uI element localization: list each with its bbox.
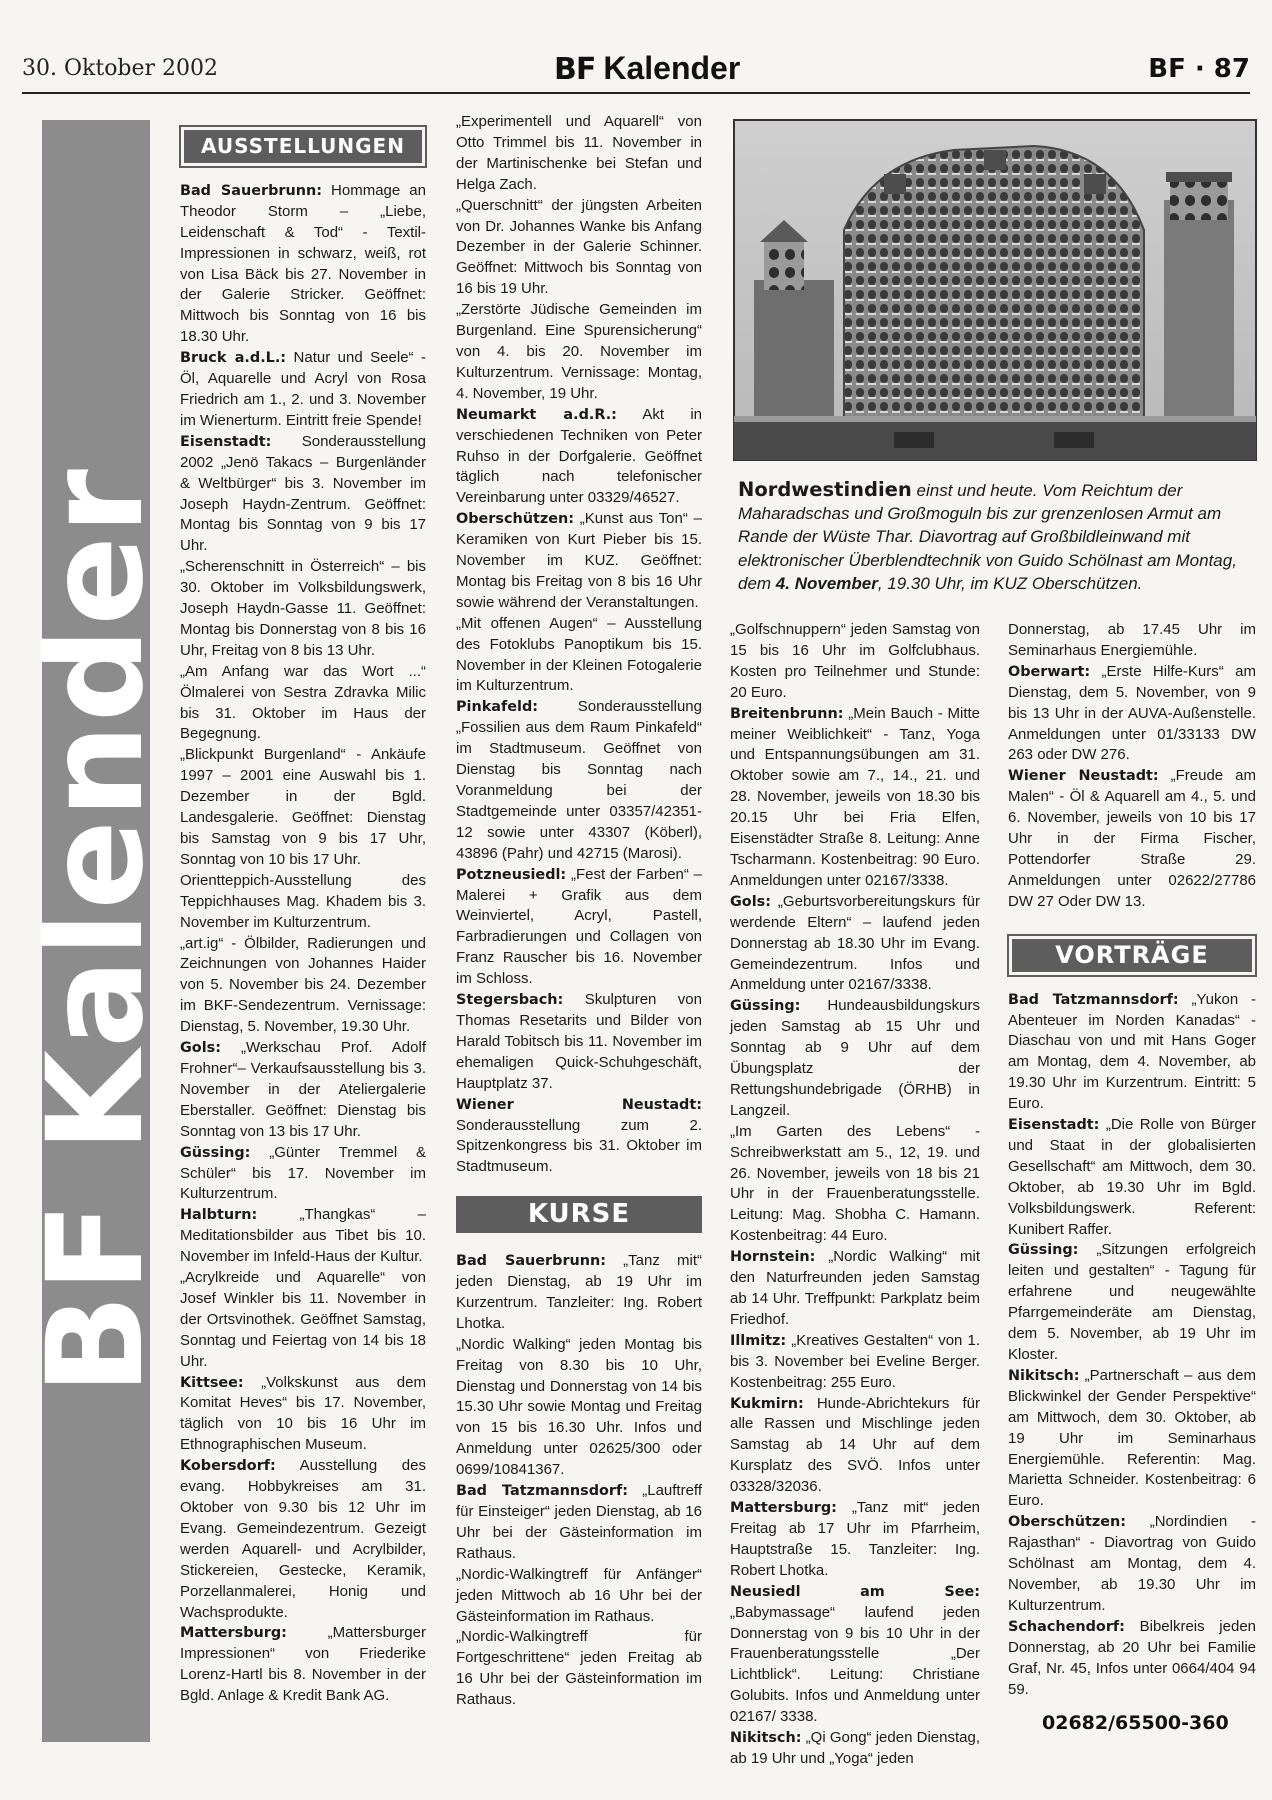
entry-text: „Scherenschnitt in Österreich“ – bis 30. Oktober im Volksbildungswerk, Joseph Haydn-Gasse 11. Geöffnet: Montag bis Donnerstag von 8 bis 16 Uhr, Freitag von 8 bis 13 Uhr. <box>180 558 426 659</box>
entry-place: Nikitsch: <box>1008 1367 1080 1384</box>
entry-text: „Mattersburger Impressionen“ von Friederike Lorenz-Hartl bis 8. November in der Bgld. Anlage & Kredit Bank AG. <box>180 1624 426 1705</box>
calendar-entry <box>1008 1617 1256 1701</box>
entry-place: Bad Sauerbrunn: <box>456 1253 607 1270</box>
entry-text: Akt in verschiedenen Techniken von Peter Ruhso in der Dorfgalerie. Geöffnet täglich nach telefonischer Vereinbarung unter 03329/46527. <box>456 405 703 507</box>
entry-text: Sonderausstellung 2002 „Jenö Takacs – Burgenländer & Weltbürger“ bis 3. November im Joseph Haydn-Zentrum. Geöffnet: Montag bis Sonntag von 9 bis 17 Uhr. <box>180 432 426 555</box>
entry-place: Nikitsch: <box>730 1730 802 1747</box>
calendar-entry <box>730 1582 980 1728</box>
entry-text: „Golfschnuppern“ jeden Samstag von 15 bis 16 Uhr im Golfclubhaus. Kosten pro Teilnehmer und Stunde: 20 Euro. <box>730 621 980 701</box>
entry-place: Bad Tatzmannsdorf: <box>1008 991 1179 1008</box>
entry-text: „Nordic-Walkingtreff für Fortgeschrittene“ jeden Freitag ab 16 Uhr bei der Gästeinformation im Rathaus. <box>456 1628 702 1709</box>
entry-text: „Sitzungen erfolgreich leiten und gestalten“ - Tagung für erfahrene und neugewählte Pfarrgemeinderäte am Dienstag, dem 5. November, ab 19 Uhr im Kloster. <box>1008 1241 1256 1363</box>
entry-text: „Nordic Walking“ mit den Naturfreunden jeden Samstag ab 14 Uhr. Treffpunkt: Parkplatz beim Friedhof. <box>730 1248 980 1328</box>
calendar-entry <box>1008 1115 1256 1240</box>
entry-text: Ausstellung des evang. Hobbykreises am 31. Oktober von 9.30 bis 12 Uhr im Evang. Gemeindezentrum. Gezeigt werden Aquarell- und Acrylbilder, Stickereien, Gestecke, Keramik, Porzellanmalerei, Honig und Wachsprodukte. <box>180 1457 426 1621</box>
entry-text: „Günter Tremmel & Schüler“ bis 17. November im Kulturzentrum. <box>180 1143 426 1203</box>
masthead-title: Kalender <box>603 50 741 86</box>
entry-text: Donnerstag, ab 17.45 Uhr im Seminarhaus Energiemühle. <box>1008 621 1256 659</box>
entry-text: „Kunst aus Ton“ – Keramiken von Kurt Pieber bis 15. November im KUZ. Geöffnet: Montag bis Freitag von 8 bis 16 Uhr sowie während der Veranstaltungen. <box>456 510 702 611</box>
entry-place: Wiener Neustadt: <box>456 1096 702 1113</box>
column-3 <box>730 620 980 1770</box>
calendar-entry <box>456 1335 702 1481</box>
entry-text: Natur und Seele“ - Öl, Aquarelle und Acryl von Rosa Friedrich am 1., 2. und 3. November im Wienerturm. Eintritt freie Spende! <box>180 349 426 429</box>
entry-text: „Experimentell und Aquarell“ von Otto Trimmel bis 11. November in der Martinischenke bei Stefan und Helga Zach. <box>456 113 702 193</box>
calendar-entry <box>180 745 426 870</box>
calendar-entry <box>180 1456 426 1623</box>
entry-text: „Partnerschaft – aus dem Blickwinkel der Gender Perspektive“ am Mittwoch, dem 30. Oktober, ab 19 Uhr im Seminarhaus Energiemühle. Referentin: Mag. Marietta Schneider. Kostenbeitrag: 6 Euro. <box>1008 1366 1256 1510</box>
entry-text: „Thangkas“ – Meditationsbilder aus Tibet bis 10. November im Infeld-Haus der Kultur. <box>180 1206 426 1266</box>
calendar-entry <box>730 996 980 1121</box>
entry-place: Oberschützen: <box>456 511 574 528</box>
entry-place: Güssing: <box>180 1144 251 1161</box>
entry-text: Orientteppich-Ausstellung des Teppichhauses Mag. Khadem bis 3. November im Kulturzentrum. <box>180 871 426 931</box>
calendar-entry <box>456 614 702 698</box>
section-header-ausstellungen: AUSSTELLUNGEN <box>184 130 422 163</box>
calendar-entry <box>456 990 702 1095</box>
column-2 <box>456 112 702 1711</box>
calendar-entry <box>180 557 426 662</box>
calendar-entry <box>730 1331 980 1394</box>
entry-place: Bad Tatzmannsdorf: <box>456 1483 629 1500</box>
column-1 <box>180 122 426 1707</box>
calendar-entry <box>456 112 702 196</box>
entry-text: „Zerstörte Jüdische Gemeinden im Burgenland. Eine Spurensicherung“ von 4. bis 20. November im Kulturzentrum. Vernissage: Montag, 4. November, 19 Uhr. <box>456 301 702 402</box>
entry-text: „Geburtsvorbereitungskurs für werdende Eltern“ – laufend jeden Donnerstag ab 18.30 Uhr im Evang. Gemeindezentrum. Infos und Anmeldung unter 02167/3338. <box>730 892 980 994</box>
entry-text: „Fest der Farben“ – Malerei + Grafik aus dem Weinviertel, Acryl, Pastell, Farbradierungen und Collagen von Franz Rauscher bis 16. November im Schloss. <box>456 865 702 988</box>
calendar-entry <box>180 1268 426 1373</box>
entry-text: „Nordic-Walkingtreff für Anfänger“ jeden Mittwoch ab 16 Uhr bei der Gästeinformation im Rathaus. <box>456 1565 702 1625</box>
page-number: BF · 87 <box>1148 54 1250 84</box>
masthead <box>554 50 740 87</box>
entry-text: „Werkschau Prof. Adolf Frohner“– Verkaufsausstellung bis 3. November in der Ateliergalerie Eberstaller. Geöffnet: Dienstag bis Sonntag von 13 bis 17 Uhr. <box>180 1039 426 1140</box>
entry-text: „Im Garten des Lebens“ - Schreibwerkstatt am 5., 12, 19. und 26. November, jeweils von 18 bis 21 Uhr in der Frauenberatungsstelle. Leitung: Mag. Shobha C. Hamann. Kostenbeitrag: 44 Euro. <box>730 1122 980 1245</box>
calendar-entry <box>730 1728 980 1770</box>
entry-text: „Mit offenen Augen“ – Ausstellung des Fotoklubs Panoptikum bis 15. November in der Kleinen Fotogalerie im Kulturzentrum. <box>456 614 702 695</box>
entry-text: „Tanz mit“ jeden Freitag ab 17 Uhr im Pfarrheim, Hauptstraße 15. Tanzleiter: Ing. Robert Lhotka. <box>730 1499 980 1579</box>
entry-place: Eisenstadt: <box>1008 1117 1100 1134</box>
calendar-entry <box>456 1565 702 1628</box>
entry-text: Hundeausbildungskurs jeden Samstag ab 15 Uhr und Sonntag ab 9 Uhr auf dem Übungsplatz der Rettungshundebrigade (ÖRHB) in Langzeil. <box>730 997 980 1119</box>
entry-place: Schachendorf: <box>1008 1618 1125 1635</box>
entry-place: Gols: <box>180 1040 221 1057</box>
entry-list <box>180 181 426 1707</box>
entry-text: „Querschnitt“ der jüngsten Arbeiten von Dr. Johannes Wanke bis Anfang Dezember in der Galerie Schinner. Geöffnet: Mittwoch bis Sonntag von 16 bis 19 Uhr. <box>456 196 702 298</box>
entry-text: „Nordic Walking“ jeden Montag bis Freitag von 8.30 bis 10 Uhr, Dienstag und Donnerstag von 14 bis 15.30 Uhr sowie Montag und Freitag von 15 bis 16.30 Uhr. Infos und Anmeldung unter 02625/300 oder 0699/10841367. <box>456 1335 702 1479</box>
calendar-entry <box>456 196 702 301</box>
calendar-entry <box>180 1143 426 1206</box>
entry-text: Bibelkreis jeden Donnerstag, ab 20 Uhr bei Familie Graf, Nr. 45, Infos unter 0664/404 94 59. <box>1008 1617 1256 1698</box>
contact-phone: 02682/65500-360 <box>1042 1712 1229 1734</box>
entry-text: „art.ig“ - Ölbilder, Radierungen und Zeichnungen von Johannes Haider von 5. November bis 24. Dezember im BKF-Sendezentrum. Vernissage: Dienstag, 5. November, 19.30 Uhr. <box>180 934 426 1036</box>
caption-title: Nordwestindien <box>738 478 912 501</box>
entry-text: Sonderausstellung zum 2. Spitzenkongress bis 31. Oktober im Stadtmuseum. <box>456 1116 702 1176</box>
entry-place: Kukmirn: <box>730 1395 804 1412</box>
calendar-entry <box>1008 990 1256 1115</box>
photo-caption <box>738 478 1254 595</box>
calendar-entry <box>180 1205 426 1268</box>
calendar-entry <box>730 1122 980 1247</box>
entry-place: Breitenbrunn: <box>730 705 844 722</box>
calendar-entry <box>180 348 426 432</box>
entry-place: Güssing: <box>1008 1242 1079 1259</box>
entry-place: Potzneusiedl: <box>456 866 567 883</box>
entry-text: „Freude am Malen“ - Öl & Aquarell am 4., 5. und 6. November, jeweils von 10 bis 17 Uhr in der Firma Fischer, Pottendorfer Straße 29. Anmeldungen unter 02622/27786 DW 27 Oder DW 13. <box>1008 767 1256 910</box>
entry-place: Neusiedl am See: <box>730 1583 980 1600</box>
entry-place: Wiener Neustadt: <box>1008 768 1159 785</box>
entry-list <box>1008 990 1256 1701</box>
entry-place: Eisenstadt: <box>180 433 272 450</box>
entry-place: Pinkafeld: <box>456 699 539 716</box>
entry-text: Sonderausstellung „Fossilien aus dem Raum Pinkafeld“ im Stadtmuseum. Geöffnet von Dienstag bis Sonntag nach Voranmeldung bei der Stadtgemeinde unter 03357/42351-12 sowie unter 43307 (Köberl), 43896 (Pahr) und 42715 (Marosi). <box>456 698 702 862</box>
hawa-mahal-photo <box>734 120 1256 460</box>
calendar-entry <box>1008 766 1256 912</box>
caption-date: 4. November <box>775 573 878 593</box>
entry-list <box>456 112 702 1178</box>
entry-place: Hornstein: <box>730 1249 816 1266</box>
entry-text: „Kreatives Gestalten“ von 1. bis 3. November bei Eveline Berger. Kostenbeitrag: 255 Euro. <box>730 1331 980 1391</box>
calendar-entry <box>730 892 980 997</box>
entry-text: „Qi Gong“ jeden Dienstag, ab 19 Uhr und „Yoga“ jeden <box>730 1729 980 1767</box>
entry-text: Hommage an Theodor Storm – „Liebe, Leidenschaft & Tod“ - Textil-Impressionen in schwarz, weiß, rot von Lisa Bäck bis 27. November in der Galerie Stricker. Geöffnet: Mittwoch bis Sonntag von 16 bis 18.30 Uhr. <box>180 181 426 346</box>
entry-place: Mattersburg: <box>180 1625 287 1642</box>
entry-place: Güssing: <box>730 998 801 1015</box>
calendar-entry <box>456 300 702 405</box>
calendar-entry <box>730 704 980 892</box>
section-header-vortraege: VORTRÄGE <box>1012 939 1252 972</box>
caption-text-end: , 19.30 Uhr, im KUZ Oberschützen. <box>877 573 1143 593</box>
sidebar-banner <box>19 120 173 1742</box>
entry-text: Hunde-Abrichtekurs für alle Rassen und Mischlinge jeden Samstag ab 14 Uhr auf dem Kursplatz des SVÖ. Infos unter 03328/32036. <box>730 1394 980 1496</box>
page-header <box>22 48 1250 94</box>
entry-text: „Lauftreff für Einsteiger“ jeden Dienstag, ab 16 Uhr bei der Gästeinformation im Rathaus. <box>456 1482 702 1562</box>
entry-text: „Erste Hilfe-Kurs“ am Dienstag, dem 5. November, von 9 bis 13 Uhr in der AUVA-Außenstelle. Anmeldungen unter 01/33133 DW 263 oder DW 276. <box>1008 662 1256 764</box>
entry-text: „Am Anfang war das Wort ...“ Ölmalerei von Sestra Zdravka Milic bis 31. Oktober im Haus der Begegnung. <box>180 662 426 743</box>
calendar-entry <box>1008 620 1256 662</box>
entry-place: Stegersbach: <box>456 992 564 1009</box>
section-header-kurse: KURSE <box>456 1196 702 1233</box>
entry-text: „Tanz mit“ jeden Dienstag, ab 19 Uhr im Kurzentrum. Tanzleiter: Ing. Robert Lhotka. <box>456 1252 702 1332</box>
entry-place: Mattersburg: <box>730 1500 837 1517</box>
entry-text: „Yukon - Abenteuer im Norden Kanadas“ - Diaschau von und mit Hans Goger am Montag, dem 4. November, ab 19.30 Uhr im Kurzentrum. Eintritt: 5 Euro. <box>1008 990 1256 1113</box>
calendar-entry <box>456 509 702 614</box>
calendar-entry <box>180 1038 426 1143</box>
entry-place: Bad Sauerbrunn: <box>180 182 322 199</box>
calendar-entry <box>456 865 702 990</box>
issue-date: 30. Oktober 2002 <box>22 56 219 81</box>
calendar-entry <box>456 697 702 864</box>
calendar-entry <box>180 934 426 1039</box>
calendar-entry <box>730 1498 980 1582</box>
calendar-entry <box>180 871 426 934</box>
entry-place: Oberschützen: <box>1008 1514 1126 1531</box>
calendar-entry <box>1008 1240 1256 1365</box>
entry-place: Kittsee: <box>180 1374 244 1391</box>
calendar-entry <box>730 1247 980 1331</box>
entry-text: „Mein Bauch - Mitte meiner Weiblichkeit“ - Tanz, Yoga und Entspannungsübungen am 31. Oktober sowie am 7., 14., 21. und 28. November, jeweils von 18.30 bis 20.15 Uhr bei Fria Elfen, Eisenstädter Straße 8. Leitung: Anne Tscharmann. Kostenbeitrag: 90 Euro. Anmeldungen unter 02167/3338. <box>730 704 980 889</box>
entry-list <box>456 1251 702 1711</box>
entry-text: „Nordindien - Rajasthan“ - Diavortrag von Guido Schölnast am Montag, dem 4. November, ab 19.30 Uhr im Kulturzentrum. <box>1008 1513 1256 1614</box>
calendar-entry <box>456 1251 702 1335</box>
entry-place: Neumarkt a.d.R.: <box>456 406 617 423</box>
entry-text: „Acrylkreide und Aquarelle“ von Josef Winkler bis 11. November in der Ortsvinothek. Geöffnet Samstag, Sonntag und Feiertag von 14 bis 18 Uhr. <box>180 1269 426 1370</box>
calendar-entry <box>180 181 426 348</box>
entry-place: Halbturn: <box>180 1207 258 1224</box>
caption-text: einst und heute. Vom Reichtum der Maharadschas und Großmoguln bis zur grenzenlosen Armut am Rande der Wüste Thar. Diavortrag auf Großbildleinwand mit elektronischer Überblendtechnik von Guido Schölnast am Montag, dem <box>738 481 1237 593</box>
calendar-entry <box>456 1481 702 1565</box>
calendar-entry <box>1008 1366 1256 1512</box>
entry-text: „Babymassage“ laufend jeden Donnerstag von 9 bis 10 Uhr in der Frauenberatungsstelle „Der Lichtblick“. Leitung: Christiane Golubits. Infos und Anmeldung unter 02167/ 3338. <box>730 1603 980 1726</box>
entry-text: „Blickpunkt Burgenland“ - Ankäufe 1997 – 2001 eine Auswahl bis 1. Dezember in der Bgld. Landesgalerie. Geöffnet: Dienstag bis Samstag von 9 bis 17 Uhr, Sonntag von 10 bis 17 Uhr. <box>180 746 426 868</box>
entry-place: Kobersdorf: <box>180 1458 276 1475</box>
calendar-entry <box>1008 1512 1256 1617</box>
entry-text: „Volkskunst aus dem Komitat Heves“ bis 17. November, täglich von 10 bis 16 Uhr im Ethnographischen Museum. <box>180 1373 426 1454</box>
entry-place: Illmitz: <box>730 1332 787 1349</box>
calendar-entry <box>180 1373 426 1457</box>
calendar-entry <box>456 1095 702 1179</box>
calendar-entry <box>180 432 426 557</box>
entry-place: Oberwart: <box>1008 663 1091 680</box>
calendar-entry <box>180 1623 426 1707</box>
calendar-entry <box>180 662 426 746</box>
sidebar-title: BF Kalender <box>19 467 173 1395</box>
calendar-entry <box>1008 662 1256 767</box>
entry-list <box>730 620 980 1770</box>
entry-place: Gols: <box>730 893 771 910</box>
entry-place: Bruck a.d.L.: <box>180 350 287 367</box>
entry-list <box>1008 620 1256 913</box>
entry-text: Skulpturen von Thomas Resetarits und Bilder von Harald Tobitsch bis 11. November im ehemaligen Quick-Schuhgeschäft, Hauptplatz 37. <box>456 991 702 1092</box>
brand-logo: BF <box>554 52 596 87</box>
calendar-entry <box>730 620 980 704</box>
calendar-entry <box>456 1627 702 1711</box>
calendar-entry <box>456 405 702 510</box>
calendar-entry <box>730 1394 980 1499</box>
entry-text: „Die Rolle von Bürger und Staat in der globalisierten Gesellschaft“ am Mittwoch, dem 30. Oktober, ab 19.30 Uhr im Bgld. Volksbildungswerk. Referent: Kunibert Raffer. <box>1008 1116 1256 1238</box>
column-4 <box>1008 620 1256 1700</box>
